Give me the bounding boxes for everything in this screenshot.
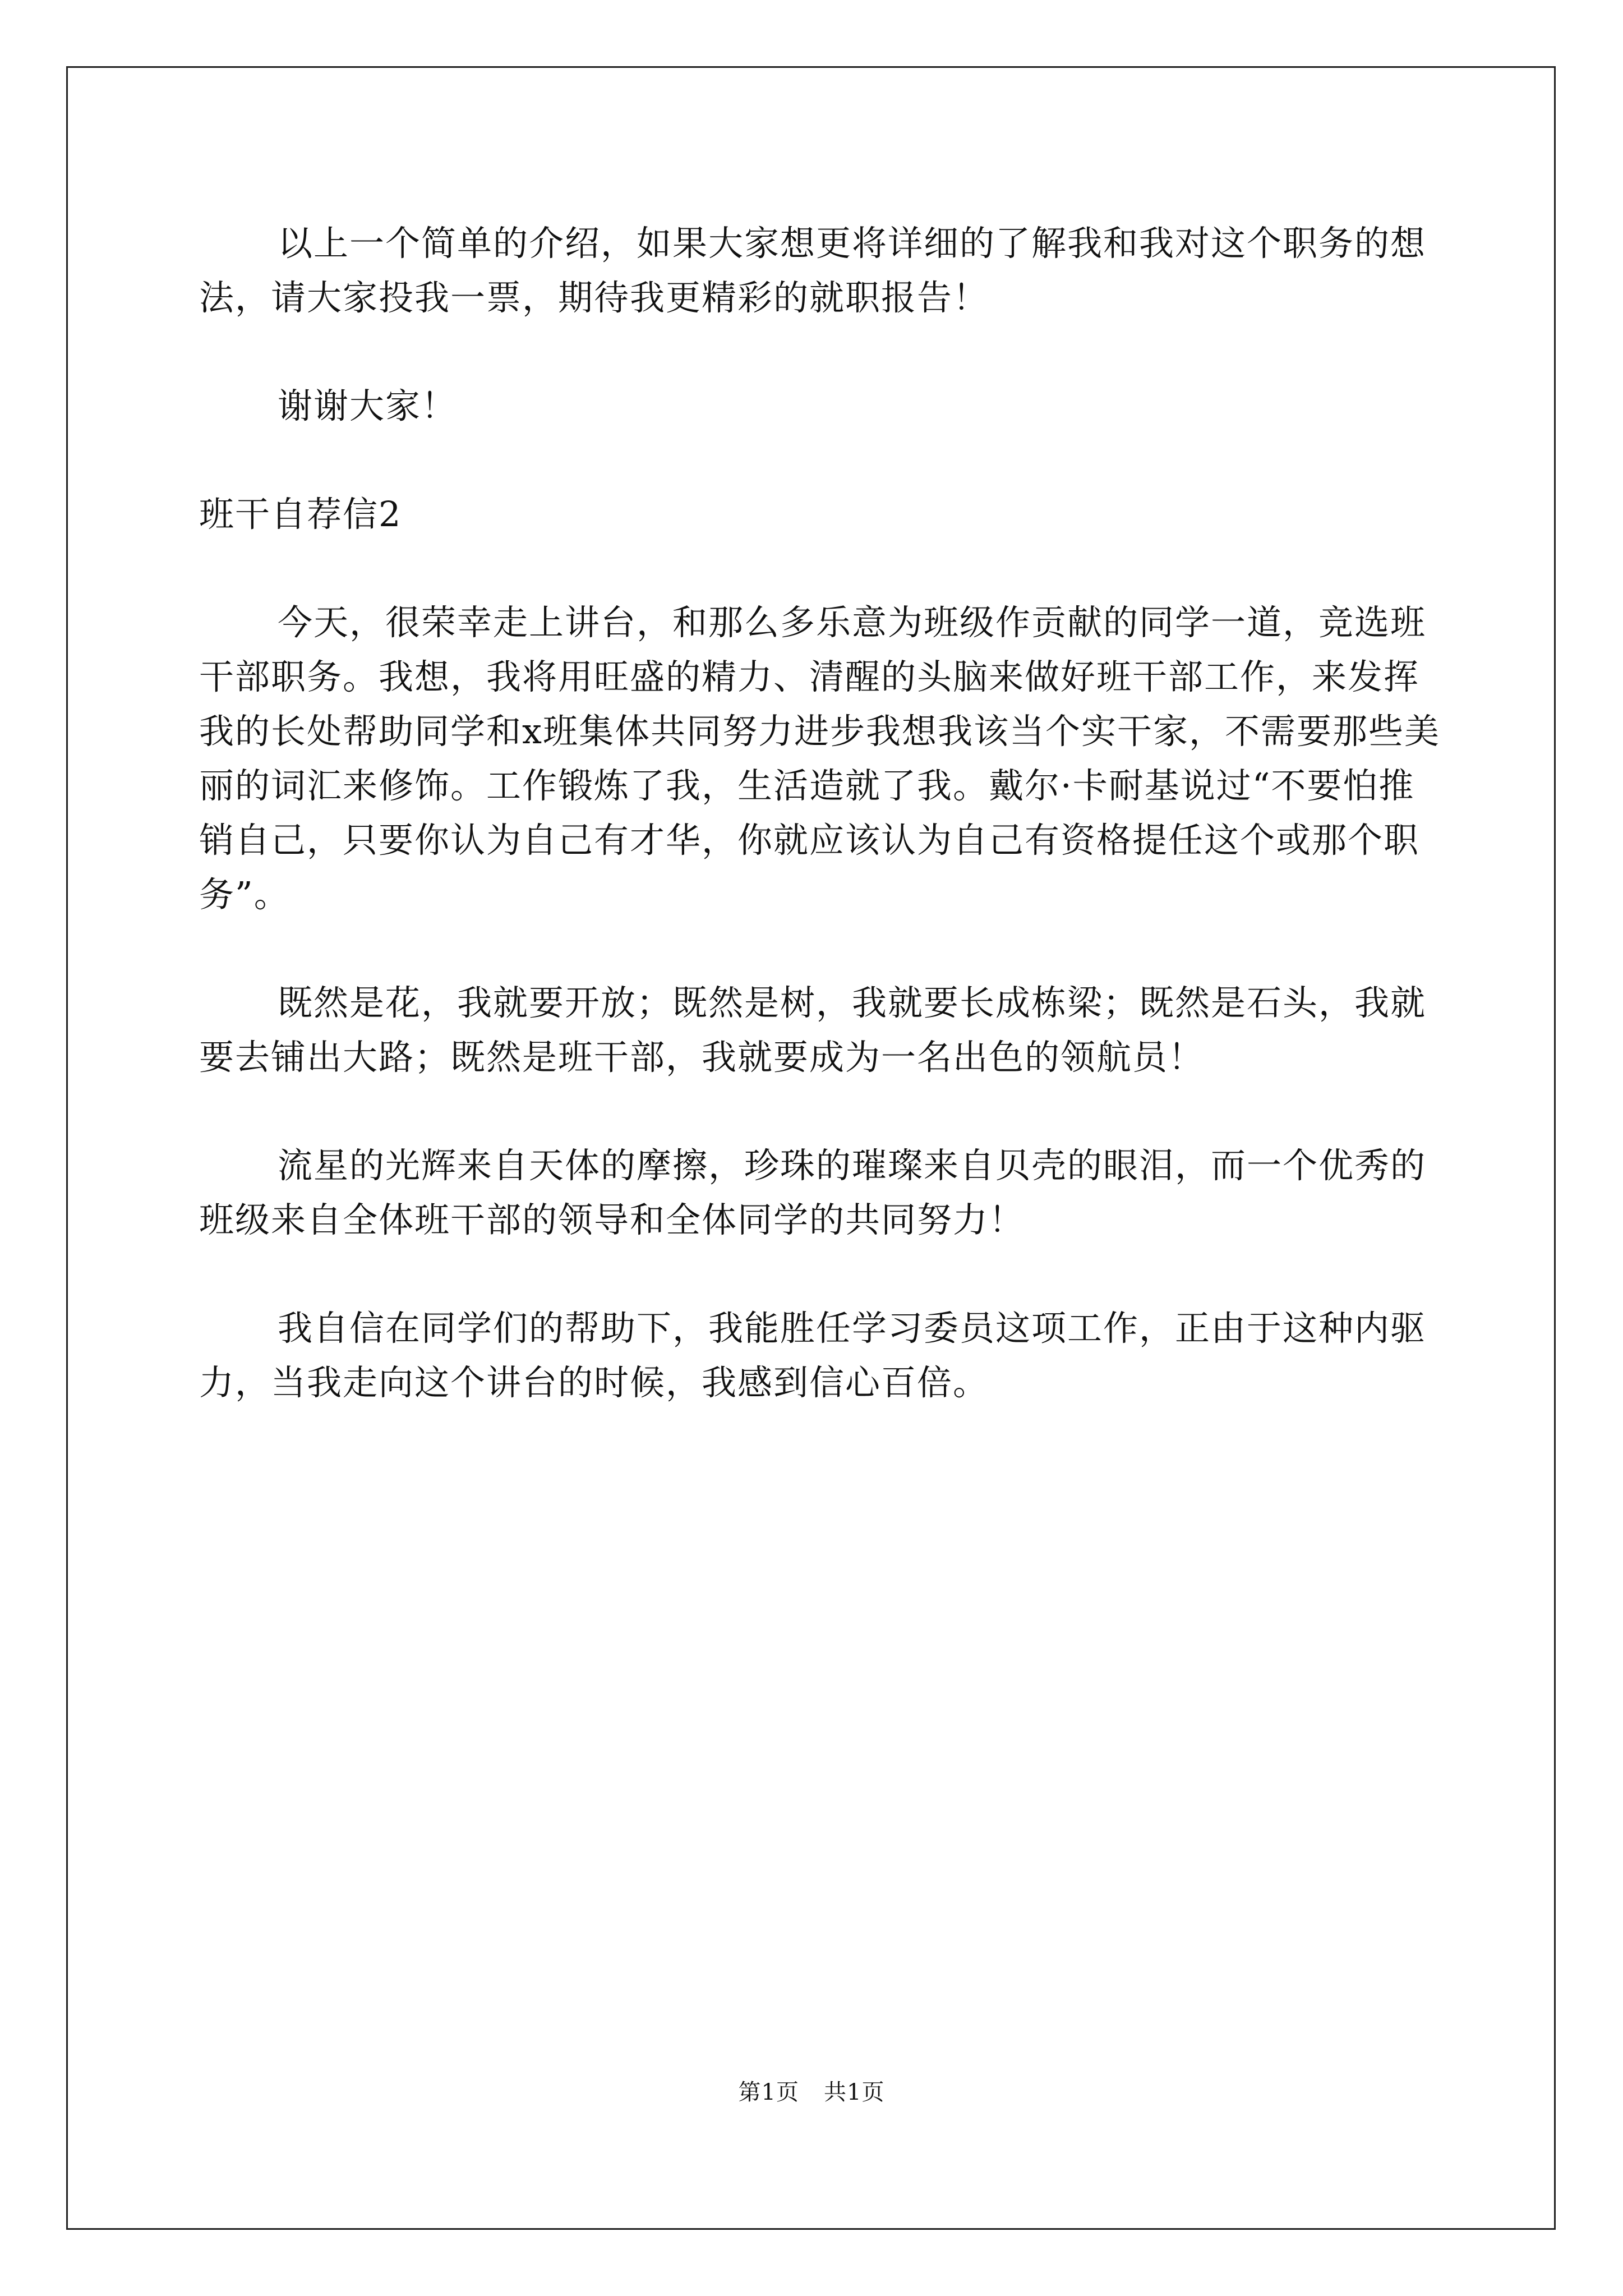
paragraph-thanks: 谢谢大家！ [278, 385, 458, 426]
paragraph-teamwork: 流星的光辉来自天体的摩擦，珍珠的璀璨来自贝壳的眼泪，而一个优秀的班级来自全体班干部的领导和全体同学的共同努力！ [199, 1145, 1427, 1240]
page-total: 共1页 [824, 2079, 885, 2105]
section-heading: 班干自荐信2 [199, 494, 402, 535]
document-body [199, 216, 1450, 1464]
paragraph-confidence: 我自信在同学们的帮助下，我能胜任学习委员这项工作，正由于这种内驱力，当我走向这个讲台的时候，我感到信心百倍。 [199, 1308, 1427, 1403]
page-number: 第1页 [738, 2079, 799, 2105]
paragraph-opening: 今天，很荣幸走上讲台，和那么多乐意为班级作贡献的同学一道，竞选班干部职务。我想，我将用旺盛的精力、清醒的头脑来做好班干部工作，来发挥我的长处帮助同学和x班集体共同努力进步我想我该当个实干家，不需要那些美丽的词汇来修饰。工作锻炼了我，生活造就了我。戴尔·卡耐基说过“不要怕推销自己，只要你认为自己有才华，你就应该认为自己有资格提任这个或那个职务”。 [199, 602, 1440, 915]
paragraph-metaphor: 既然是花，我就要开放；既然是树，我就要长成栋梁；既然是石头，我就要去铺出大路；既然是班干部，我就要成为一名出色的领航员！ [199, 982, 1427, 1078]
paragraph-intro-closing: 以上一个简单的介绍，如果大家想更将详细的了解我和我对这个职务的想法，请大家投我一票，期待我更精彩的就职报告！ [199, 223, 1427, 318]
page-footer [0, 2078, 1623, 2106]
